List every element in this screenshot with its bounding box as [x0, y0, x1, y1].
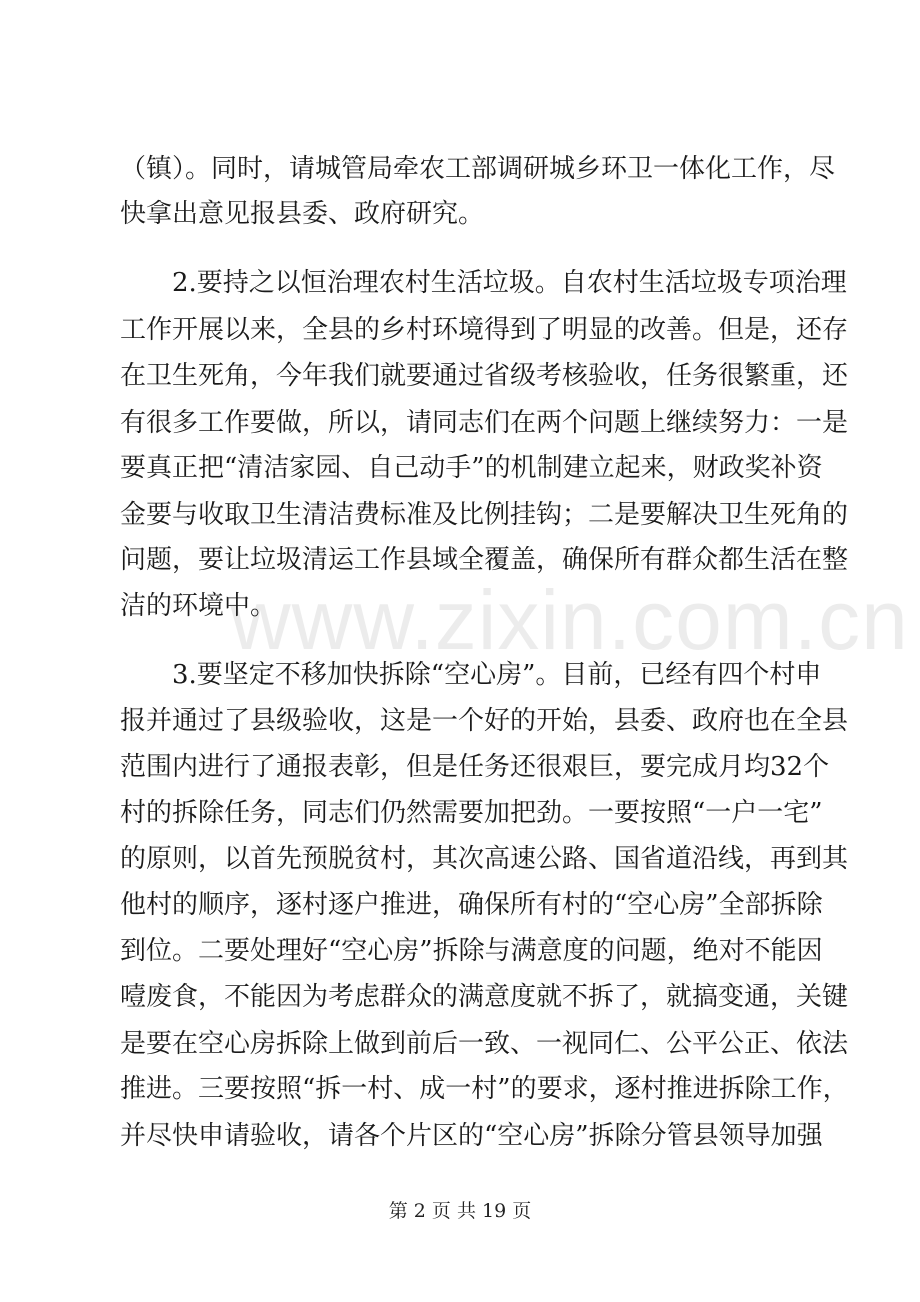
page-footer: 第 2 页 共 19 页 — [388, 1200, 532, 1222]
text-line: （镇）。同时，请城管局牵农工部调研城乡环卫一体化工作，尽 — [120, 154, 836, 184]
text-line: 推进。三要按照“拆一村、成一村”的要求，逐村推进拆除工作， — [120, 1074, 849, 1104]
text-line: 他村的顺序，逐村逐户推进，确保所有村的“空心房”全部拆除 — [120, 890, 823, 920]
text-line: 村的拆除任务，同志们仍然需要加把劲。一要按照“一户一宅” — [120, 798, 823, 828]
text-line: 的原则，以首先预脱贫村，其次高速公路、国省道沿线，再到其 — [120, 844, 849, 874]
text-line: 洁的环境中。 — [120, 591, 277, 621]
text-line: 金要与收取卫生清洁费标准及比例挂钩；二是要解决卫生死角的 — [120, 500, 849, 530]
text-line: 到位。二要处理好“空心房”拆除与满意度的问题，绝对不能因 — [120, 936, 823, 966]
text-line: 3.要坚定不移加快拆除“空心房”。目前，已经有四个村申 — [172, 660, 822, 690]
text-line: 在卫生死角，今年我们就要通过省级考核验收，任务很繁重，还 — [120, 361, 849, 391]
text-line: 快拿出意见报县委、政府研究。 — [120, 199, 485, 229]
watermark: www.zixin.com.cn — [230, 573, 909, 667]
text-line: 有很多工作要做，所以，请同志们在两个问题上继续努力：一是 — [120, 408, 849, 438]
text-line: 范围内进行了通报表彰，但是任务还很艰巨，要完成月均32个 — [120, 752, 830, 782]
text-line: 工作开展以来，全县的乡村环境得到了明显的改善。但是，还存 — [120, 315, 849, 345]
text-line: 噎废食，不能因为考虑群众的满意度就不拆了，就搞变通，关键 — [120, 982, 849, 1012]
text-line: 问题，要让垃圾清运工作县域全覆盖，确保所有群众都生活在整 — [120, 545, 849, 575]
text-line: 2.要持之以恒治理农村生活垃圾。自农村生活垃圾专项治理 — [172, 268, 847, 298]
text-line: 并尽快申请验收，请各个片区的“空心房”拆除分管县领导加强 — [120, 1121, 823, 1151]
text-line: 报并通过了县级验收，这是一个好的开始，县委、政府也在全县 — [120, 706, 849, 736]
text-line: 要真正把“清洁家园、自己动手”的机制建立起来，财政奖补资 — [120, 453, 823, 483]
text-line: 是要在空心房拆除上做到前后一致、一视同仁、公平公正、依法 — [120, 1029, 849, 1059]
